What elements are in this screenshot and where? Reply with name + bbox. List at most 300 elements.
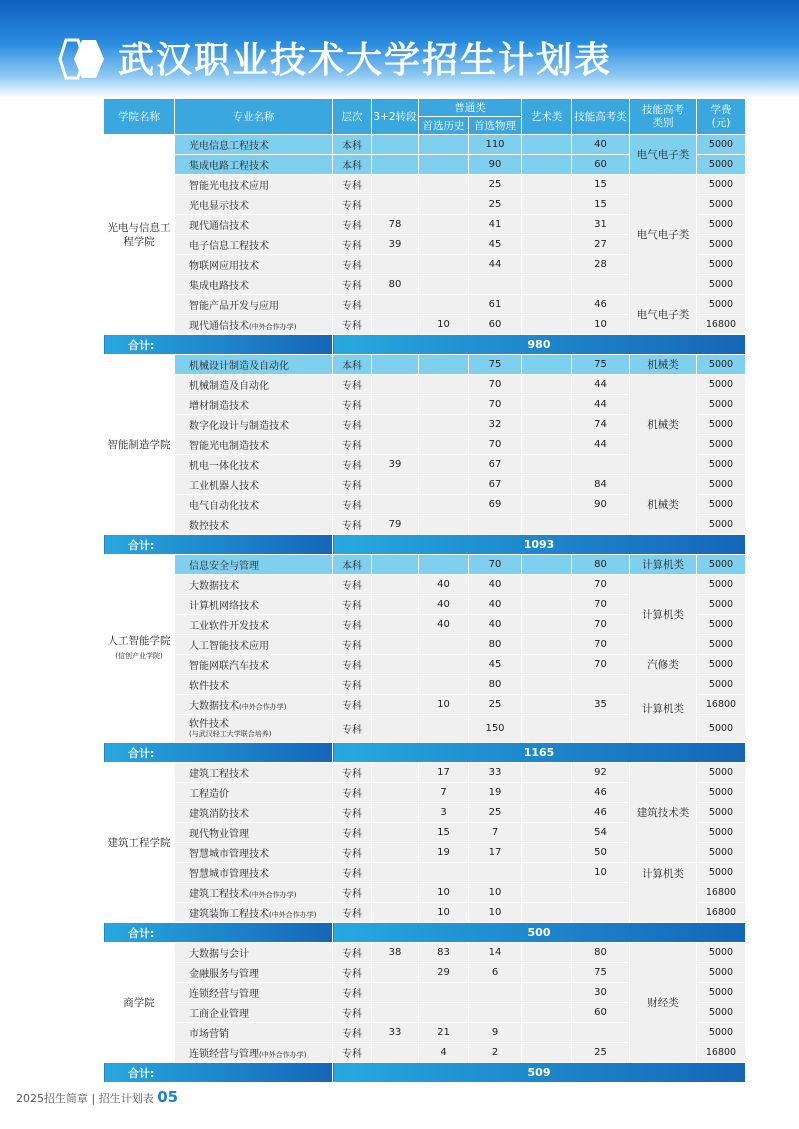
art-cell	[522, 983, 572, 1003]
major-name: 机械设计制造及自动化	[175, 355, 333, 375]
major-name: 工程造价	[175, 783, 333, 803]
three-two-cell	[372, 863, 419, 883]
level-cell: 专科	[333, 843, 372, 863]
major-name: 电气自动化技术	[175, 495, 333, 515]
total-label: 合计:	[104, 335, 333, 355]
skill-cell	[572, 275, 630, 295]
fee-cell: 5000	[697, 135, 746, 155]
physics-cell: 70	[469, 435, 522, 455]
skill-cell: 30	[572, 983, 630, 1003]
three-two-cell	[372, 883, 419, 903]
skill-category-cell: 机械类	[630, 375, 697, 475]
history-cell	[419, 155, 469, 175]
skill-category-cell: 计算机类	[630, 863, 697, 923]
level-cell: 专科	[333, 983, 372, 1003]
physics-cell: 10	[469, 883, 522, 903]
art-cell	[522, 903, 572, 923]
physics-cell: 44	[469, 255, 522, 275]
major-name	[175, 695, 333, 715]
major-name: 智能产品开发与应用	[175, 295, 333, 315]
fee-cell: 5000	[697, 803, 746, 823]
table-row	[104, 555, 746, 575]
physics-cell: 45	[469, 655, 522, 675]
level-cell: 专科	[333, 175, 372, 195]
major-name: 机械制造及自动化	[175, 375, 333, 395]
major-name: 连锁经营与管理	[175, 983, 333, 1003]
skill-category-cell: 电气电子类	[630, 135, 697, 175]
three-two-cell	[372, 315, 419, 335]
major-label: 建筑工程技术	[189, 889, 249, 900]
level-cell: 专科	[333, 823, 372, 843]
physics-cell: 110	[469, 135, 522, 155]
physics-cell: 19	[469, 783, 522, 803]
level-cell: 专科	[333, 883, 372, 903]
major-name: 集成电路工程技术	[175, 155, 333, 175]
major-note: (中外合作办学)	[239, 703, 287, 711]
level-cell: 本科	[333, 155, 372, 175]
fee-cell: 5000	[697, 515, 746, 535]
major-name: 工业软件开发技术	[175, 615, 333, 635]
college-name: 光电与信息工程学院	[104, 135, 175, 335]
physics-cell: 67	[469, 475, 522, 495]
major-name: 智慧城市管理技术	[175, 863, 333, 883]
level-cell: 专科	[333, 415, 372, 435]
total-row	[104, 1063, 746, 1083]
three-two-cell	[372, 355, 419, 375]
total-row	[104, 743, 746, 763]
history-cell: 7	[419, 783, 469, 803]
history-cell: 17	[419, 763, 469, 783]
level-cell: 专科	[333, 615, 372, 635]
major-label: 现代通信技术	[189, 321, 249, 332]
table-row	[104, 675, 746, 695]
physics-cell: 90	[469, 155, 522, 175]
col-header-fee	[697, 99, 746, 135]
total-value: 500	[333, 923, 746, 943]
table-row	[104, 375, 746, 395]
three-two-cell: 39	[372, 235, 419, 255]
fee-cell: 16800	[697, 1043, 746, 1063]
physics-cell: 150	[469, 715, 522, 743]
skill-cell: 70	[572, 635, 630, 655]
level-cell: 专科	[333, 375, 372, 395]
page-header	[0, 0, 799, 98]
level-cell: 专科	[333, 763, 372, 783]
level-cell: 专科	[333, 255, 372, 275]
physics-cell: 45	[469, 235, 522, 255]
three-two-cell: 33	[372, 1023, 419, 1043]
level-cell: 专科	[333, 435, 372, 455]
fee-cell: 5000	[697, 475, 746, 495]
skill-cell: 60	[572, 155, 630, 175]
skill-category-cell: 计算机类	[630, 555, 697, 575]
total-label: 合计:	[104, 1063, 333, 1083]
table-row	[104, 763, 746, 783]
major-label: 大数据技术	[189, 701, 239, 712]
skill-cell: 44	[572, 395, 630, 415]
physics-cell: 17	[469, 843, 522, 863]
skill-category-cell: 汽修类	[630, 655, 697, 675]
major-name: 智能光电制造技术	[175, 435, 333, 455]
major-name: 增材制造技术	[175, 395, 333, 415]
art-cell	[522, 435, 572, 455]
level-cell: 专科	[333, 275, 372, 295]
physics-cell: 25	[469, 195, 522, 215]
section-intelligent-manufacturing	[104, 355, 746, 555]
physics-cell	[469, 863, 522, 883]
fee-line1: 学费	[710, 103, 732, 116]
college-name: 商学院	[104, 943, 175, 1063]
level-cell: 专科	[333, 943, 372, 963]
level-cell: 专科	[333, 475, 372, 495]
major-name	[175, 903, 333, 923]
physics-cell: 40	[469, 595, 522, 615]
art-cell	[522, 655, 572, 675]
three-two-cell	[372, 823, 419, 843]
skill-cell: 74	[572, 415, 630, 435]
major-name: 现代通信技术	[175, 215, 333, 235]
physics-cell: 41	[469, 215, 522, 235]
physics-cell: 69	[469, 495, 522, 515]
col-header-skill: 技能高考类	[572, 99, 630, 135]
major-name: 集成电路技术	[175, 275, 333, 295]
section-business-school	[104, 943, 746, 1083]
hexagon-logo-icon	[52, 36, 108, 82]
history-cell	[419, 135, 469, 155]
skill-cell	[572, 515, 630, 535]
art-cell	[522, 195, 572, 215]
skill-cell: 25	[572, 1043, 630, 1063]
level-cell: 专科	[333, 315, 372, 335]
physics-cell: 40	[469, 575, 522, 595]
level-cell: 专科	[333, 715, 372, 743]
history-cell	[419, 195, 469, 215]
art-cell	[522, 395, 572, 415]
history-cell: 10	[419, 883, 469, 903]
physics-cell	[469, 515, 522, 535]
history-cell: 19	[419, 843, 469, 863]
skill-cell: 44	[572, 375, 630, 395]
major-name	[175, 715, 333, 743]
history-cell	[419, 715, 469, 743]
fee-cell: 5000	[697, 635, 746, 655]
three-two-cell	[372, 155, 419, 175]
art-cell	[522, 475, 572, 495]
skill-category-line2: 类别	[652, 116, 674, 129]
physics-cell: 25	[469, 175, 522, 195]
level-cell: 本科	[333, 555, 372, 575]
major-name: 智能光电技术应用	[175, 175, 333, 195]
level-cell: 专科	[333, 1003, 372, 1023]
major-name: 电子信息工程技术	[175, 235, 333, 255]
major-name: 光电信息工程技术	[175, 135, 333, 155]
fee-cell: 5000	[697, 615, 746, 635]
history-cell	[419, 1003, 469, 1023]
footer-text: 2025招生简章 | 招生计划表	[16, 1092, 154, 1105]
fee-cell: 16800	[697, 315, 746, 335]
fee-cell: 5000	[697, 235, 746, 255]
major-name: 物联网应用技术	[175, 255, 333, 275]
col-header-physics: 首选物理	[469, 117, 522, 135]
art-cell	[522, 495, 572, 515]
major-name: 计算机网络技术	[175, 595, 333, 615]
history-cell: 83	[419, 943, 469, 963]
three-two-cell: 38	[372, 943, 419, 963]
three-two-cell	[372, 655, 419, 675]
skill-category-cell: 财经类	[630, 943, 697, 1063]
art-cell	[522, 883, 572, 903]
history-cell: 3	[419, 803, 469, 823]
history-cell	[419, 255, 469, 275]
fee-line2: (元)	[711, 116, 731, 129]
fee-cell: 5000	[697, 455, 746, 475]
level-cell: 专科	[333, 675, 372, 695]
three-two-cell	[372, 575, 419, 595]
three-two-cell	[372, 715, 419, 743]
total-value: 980	[333, 335, 746, 355]
art-cell	[522, 595, 572, 615]
level-cell: 专科	[333, 455, 372, 475]
history-cell: 10	[419, 695, 469, 715]
history-cell	[419, 675, 469, 695]
skill-cell	[572, 1023, 630, 1043]
total-value: 1165	[333, 743, 746, 763]
art-cell	[522, 635, 572, 655]
art-cell	[522, 963, 572, 983]
physics-cell: 14	[469, 943, 522, 963]
major-name: 信息安全与管理	[175, 555, 333, 575]
skill-cell: 54	[572, 823, 630, 843]
fee-cell: 5000	[697, 783, 746, 803]
major-name: 金融服务与管理	[175, 963, 333, 983]
fee-cell: 5000	[697, 555, 746, 575]
skill-category-cell: 计算机类	[630, 575, 697, 655]
art-cell	[522, 315, 572, 335]
physics-cell: 40	[469, 615, 522, 635]
three-two-cell	[372, 763, 419, 783]
fee-cell: 5000	[697, 575, 746, 595]
skill-cell	[572, 903, 630, 923]
table-row	[104, 475, 746, 495]
fee-cell: 5000	[697, 195, 746, 215]
skill-category-cell: 机械类	[630, 355, 697, 375]
major-name: 大数据与会计	[175, 943, 333, 963]
art-cell	[522, 1003, 572, 1023]
art-cell	[522, 615, 572, 635]
skill-cell: 80	[572, 943, 630, 963]
col-header-history: 首选历史	[419, 117, 469, 135]
fee-cell: 5000	[697, 215, 746, 235]
fee-cell: 5000	[697, 943, 746, 963]
college-name: 建筑工程学院	[104, 763, 175, 923]
level-cell: 专科	[333, 495, 372, 515]
history-cell: 29	[419, 963, 469, 983]
level-cell: 专科	[333, 595, 372, 615]
history-cell	[419, 863, 469, 883]
level-cell: 本科	[333, 355, 372, 375]
art-cell	[522, 355, 572, 375]
history-cell: 40	[419, 575, 469, 595]
major-note: (中外合作办学)	[249, 323, 297, 331]
skill-cell: 80	[572, 555, 630, 575]
physics-cell: 2	[469, 1043, 522, 1063]
art-cell	[522, 515, 572, 535]
table-row	[104, 295, 746, 315]
table-row	[104, 943, 746, 963]
major-name: 建筑消防技术	[175, 803, 333, 823]
art-cell	[522, 295, 572, 315]
physics-cell: 6	[469, 963, 522, 983]
table-row	[104, 863, 746, 883]
fee-cell: 5000	[697, 495, 746, 515]
fee-cell: 5000	[697, 275, 746, 295]
major-name: 数字化设计与制造技术	[175, 415, 333, 435]
total-row	[104, 923, 746, 943]
physics-cell: 70	[469, 555, 522, 575]
major-note: (与武汉轻工大学联合培养)	[189, 730, 272, 738]
skill-category-cell: 建筑技术类	[630, 763, 697, 863]
history-cell	[419, 983, 469, 1003]
major-label: 连锁经营与管理	[189, 1049, 259, 1060]
major-name	[175, 315, 333, 335]
fee-cell: 5000	[697, 963, 746, 983]
fee-cell: 5000	[697, 375, 746, 395]
major-name: 软件技术	[175, 675, 333, 695]
fee-cell: 5000	[697, 1003, 746, 1023]
skill-cell: 15	[572, 175, 630, 195]
skill-category-cell: 机械类	[630, 475, 697, 535]
page-footer	[16, 1088, 178, 1106]
major-name: 建筑工程技术	[175, 763, 333, 783]
total-row	[104, 535, 746, 555]
section-artificial-intelligence	[104, 555, 746, 763]
skill-cell: 40	[572, 135, 630, 155]
major-note: (中外合作办学)	[249, 891, 297, 899]
skill-cell: 31	[572, 215, 630, 235]
art-cell	[522, 863, 572, 883]
col-header-college: 学院名称	[104, 99, 175, 135]
history-cell	[419, 455, 469, 475]
three-two-cell	[372, 675, 419, 695]
physics-cell: 10	[469, 903, 522, 923]
three-two-cell	[372, 135, 419, 155]
level-cell: 专科	[333, 395, 372, 415]
skill-cell: 92	[572, 763, 630, 783]
skill-category-cell: 电气电子类	[630, 295, 697, 335]
art-cell	[522, 763, 572, 783]
major-name: 市场营销	[175, 1023, 333, 1043]
art-cell	[522, 555, 572, 575]
skill-cell: 44	[572, 435, 630, 455]
skill-cell: 90	[572, 495, 630, 515]
fee-cell: 5000	[697, 155, 746, 175]
three-two-cell	[372, 495, 419, 515]
section-construction-engineering	[104, 763, 746, 943]
physics-cell: 80	[469, 635, 522, 655]
physics-cell: 70	[469, 395, 522, 415]
physics-cell: 61	[469, 295, 522, 315]
major-note: (中外合作办学)	[259, 1051, 307, 1059]
three-two-cell	[372, 783, 419, 803]
art-cell	[522, 155, 572, 175]
level-cell: 专科	[333, 635, 372, 655]
physics-cell: 7	[469, 823, 522, 843]
major-name: 数控技术	[175, 515, 333, 535]
skill-cell: 28	[572, 255, 630, 275]
three-two-cell	[372, 555, 419, 575]
history-cell	[419, 515, 469, 535]
level-cell: 专科	[333, 575, 372, 595]
three-two-cell	[372, 635, 419, 655]
col-header-3plus2: 3+2转段	[372, 99, 419, 135]
art-cell	[522, 455, 572, 475]
major-name: 人工智能技术应用	[175, 635, 333, 655]
art-cell	[522, 575, 572, 595]
three-two-cell	[372, 475, 419, 495]
major-note: (中外合作办学)	[269, 911, 317, 919]
level-cell: 专科	[333, 695, 372, 715]
art-cell	[522, 275, 572, 295]
art-cell	[522, 943, 572, 963]
fee-cell: 5000	[697, 355, 746, 375]
table-row	[104, 355, 746, 375]
major-name: 智能网联汽车技术	[175, 655, 333, 675]
skill-category-line1: 技能高考	[642, 103, 684, 116]
fee-cell: 5000	[697, 675, 746, 695]
history-cell: 40	[419, 615, 469, 635]
history-cell	[419, 215, 469, 235]
three-two-cell	[372, 375, 419, 395]
physics-cell: 9	[469, 1023, 522, 1043]
fee-cell: 5000	[697, 1023, 746, 1043]
history-cell: 21	[419, 1023, 469, 1043]
skill-cell: 46	[572, 783, 630, 803]
art-cell	[522, 1023, 572, 1043]
art-cell	[522, 695, 572, 715]
history-cell	[419, 295, 469, 315]
history-cell	[419, 495, 469, 515]
level-cell: 专科	[333, 215, 372, 235]
history-cell	[419, 375, 469, 395]
physics-cell: 25	[469, 695, 522, 715]
art-cell	[522, 415, 572, 435]
major-name: 机电一体化技术	[175, 455, 333, 475]
level-cell: 专科	[333, 863, 372, 883]
major-name: 现代物业管理	[175, 823, 333, 843]
skill-cell	[572, 715, 630, 743]
three-two-cell	[372, 255, 419, 275]
three-two-cell	[372, 415, 419, 435]
three-two-cell	[372, 615, 419, 635]
three-two-cell: 80	[372, 275, 419, 295]
fee-cell: 5000	[697, 255, 746, 275]
physics-cell	[469, 275, 522, 295]
art-cell	[522, 255, 572, 275]
fee-cell: 16800	[697, 695, 746, 715]
three-two-cell	[372, 843, 419, 863]
skill-category-cell: 电气电子类	[630, 175, 697, 295]
history-cell	[419, 555, 469, 575]
art-cell	[522, 843, 572, 863]
art-cell	[522, 803, 572, 823]
art-cell	[522, 675, 572, 695]
total-label: 合计:	[104, 535, 333, 555]
major-name: 工业机器人技术	[175, 475, 333, 495]
enrollment-plan-table	[103, 98, 746, 1083]
page-title: 武汉职业技术大学招生计划表	[118, 40, 613, 81]
college-name	[104, 555, 175, 743]
physics-cell	[469, 1003, 522, 1023]
